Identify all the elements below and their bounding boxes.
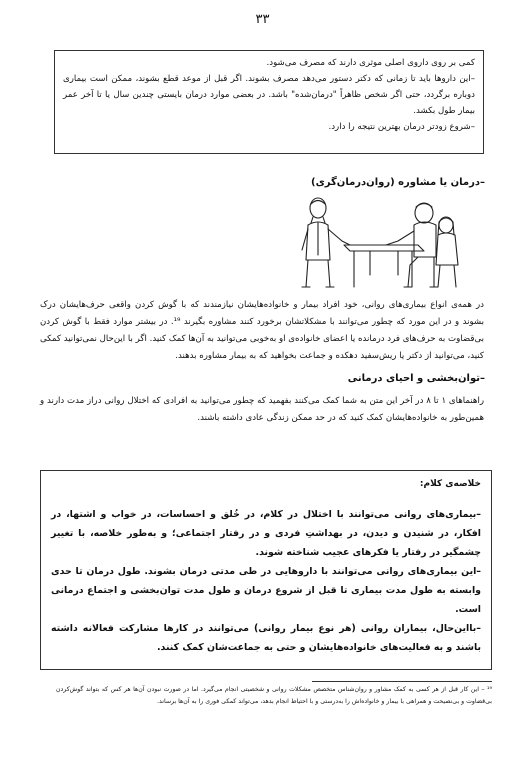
footnote-marker: ¹⁹ [487,686,492,693]
box-line: –این داروها باید تا زمانی که دکتر دستور می‌دهد مصرف بشوند. اگر قبل از موعد قطع بشوند، ممکن است بیماری دوباره برگردد، حتی اگر شخص ظاهراً "درمان‌شده" باشد. در بعضی موارد درمان بایستی چندین سال یا تا آخر عمر بیمار طول بکشد. [63,74,475,116]
rehab-paragraph: راهنماهای ۱ تا ۸ در آخر این متن به شما کمک می‌کنند بفهمید که چطور می‌توانید به افرادی که اختلال روانی دراز مدت دارند و همین‌طور به خانواده‌هایشان کمک کنید که در حد ممکن زندگی عادی داشته باشند. [40,396,485,423]
summary-item: –این بیماری‌های روانی می‌توانند با داروهایی در طی مدتی درمان بشوند. طول درمان تا حدی وابسته به طول مدت بیماری تا قبل از شروع درمان و طول مدت توان‌بخشی و اجتماع درمانی است. [51,566,481,615]
section-heading-counseling: –درمان یا مشاوره (روان‌درمان‌گری) [311,177,485,188]
summary-item: –بیماری‌های روانی می‌توانند با اختلال در کلام، در خُلق و احساسات، در خواب و اشتها، در افکار، در شنیدن و دیدن، در بهداشتِ فردی و در رفتار اجتماعی؛ و به‌طور خلاصه، با تغییر چشمگیر در رفتار یا فکرهای عجیب شناخته شوند. [51,509,481,558]
summary-title: خلاصه‌ی کلام: [419,479,481,489]
box-line: کمی بر روی داروی اصلی موثری دارند که مصرف می‌شود. [266,58,475,68]
summary-item: –بااین‌حال، بیماران روانی (هر نوع بیمار روانی) می‌توانند در کارها مشارکت فعالانه داشته باشند و به فعالیت‌های خانواده‌هایشان و حتی به جماعت‌شان کمک کنند. [51,623,481,653]
info-box-top [54,50,484,154]
page-number: ۳۳ [255,12,270,27]
footnote-text: – این کار قبل از هر کسی به کمک مشاور و روان‌شناس متخصص مشکلات روانی و شخصیتی انجام می‌گیرد. اما در صورت نبودن آن‌ها هر کس که بتواند گوش‌کردن بی‌قضاوت و بی‌نصیحت و همراهی با بیمار و خانواده‌اش را به‌درستی و با احتیاط انجام بدهد، می‌تواند کمکی فوری را به آن‌ها برساند. [56,686,492,705]
footnote [56,684,492,708]
section-heading-rehab: –توان‌بخشی و احیای درمانی [347,373,485,384]
counseling-paragraph: در همه‌ی انواع بیماری‌های روانی، خود افراد بیمار و خانواده‌هایشان نیازمندند که با گوش کردن واقعی حرف‌هایشان درک بشوند و در این مورد که چطور می‌توانند با مشکلاتشان برخورد کنند مشاوره بگیرند ¹⁹. در بیشتر موارد فقط با گوش کردن بی‌قضاوت به حرف‌های فرد درمانده یا اعضای خانواده‌ی او به‌خوبی می‌توانید به آن‌ها کمک کنید. اگر با این‌حال نمی‌توانید کمکی کنید، می‌توانید از دکتر یا ریش‌سفید دهکده و جماعت بخواهید که به بیمار مشاوره بدهند. [40,300,484,361]
summary-box [40,470,492,670]
footnote-divider [312,681,492,682]
counseling-scene-illustration [258,195,468,290]
box-line: –شروع زودتر درمان بهترین نتیجه را دارد. [328,122,475,132]
